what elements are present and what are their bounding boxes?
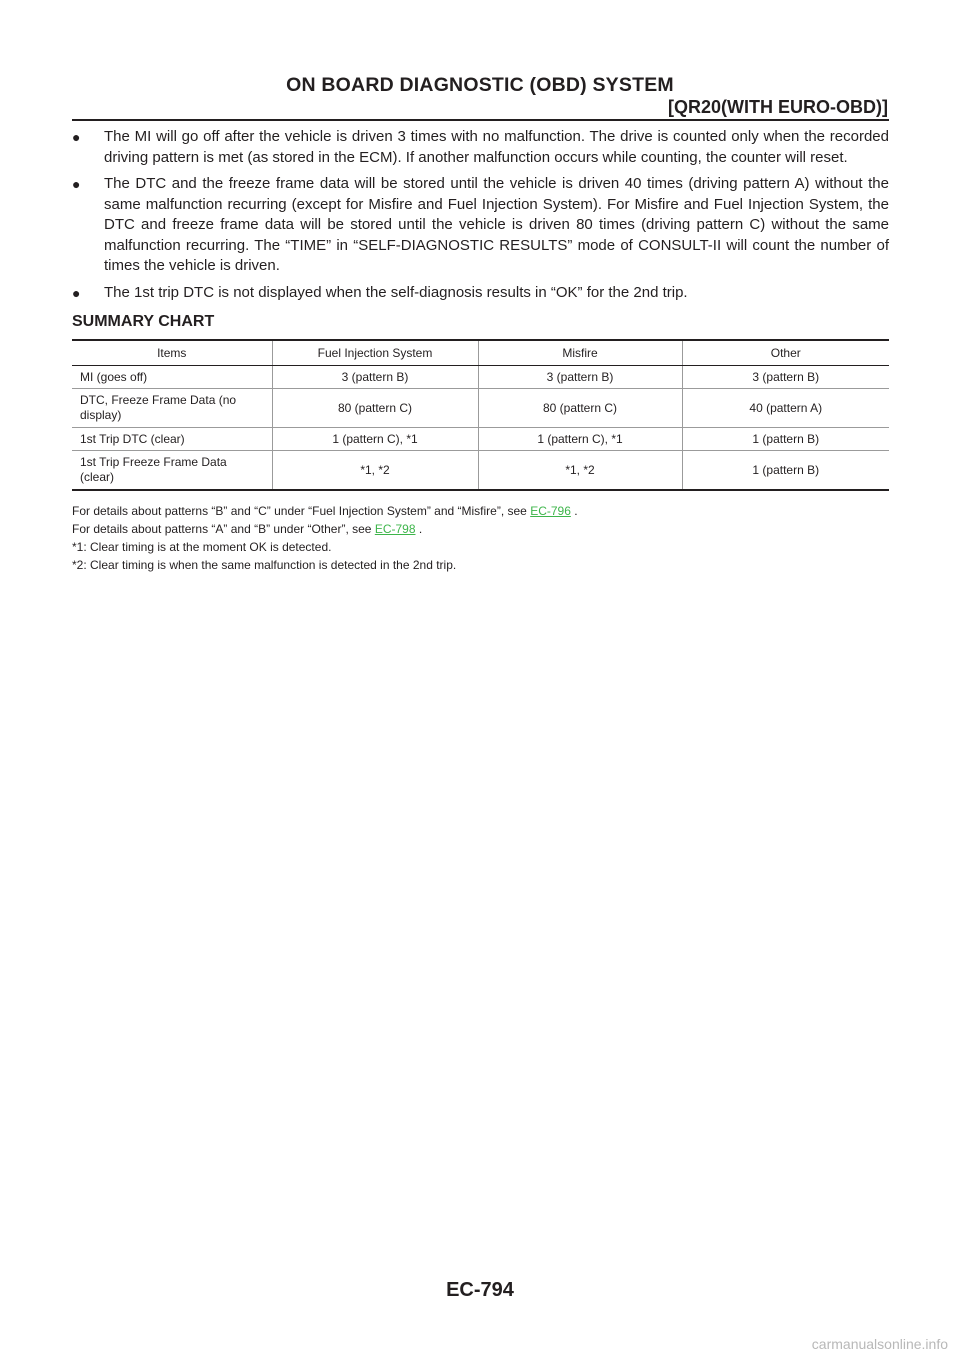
bullet-dot-icon: ● bbox=[72, 129, 81, 145]
note-patterns-ab bbox=[72, 520, 578, 538]
bullet-item bbox=[72, 127, 889, 168]
note-patterns-bc bbox=[72, 502, 578, 520]
table-cell: 1st Trip DTC (clear) bbox=[72, 428, 272, 451]
note-text: For details about patterns “A” and “B” under “Other”, see bbox=[72, 522, 375, 536]
link-ec-798[interactable]: EC-798 bbox=[374, 522, 416, 536]
note-text: For details about patterns “B” and “C” under “Fuel Injection System” and “Misfire”, see bbox=[72, 504, 531, 518]
summary-table bbox=[72, 339, 889, 491]
table-cell: 1 (pattern B) bbox=[682, 428, 889, 451]
table-cell: *1, *2 bbox=[272, 451, 478, 491]
bullet-text: The MI will go off after the vehicle is driven 3 times with no malfunction. The drive is counted only when the recorded driving pattern is met (as stored in the ECM). If another malfunction occurs while counting, the counter will reset. bbox=[104, 128, 889, 166]
table-row bbox=[72, 428, 889, 451]
bullet-text: The 1st trip DTC is not displayed when the self-diagnosis results in “OK” for the 2nd trip. bbox=[104, 283, 688, 301]
table-header-row bbox=[72, 340, 889, 366]
table-cell: 40 (pattern A) bbox=[682, 389, 889, 428]
note-footnote-1: *1: Clear timing is at the moment OK is detected. bbox=[72, 540, 332, 554]
table-cell: 1st Trip Freeze Frame Data (clear) bbox=[72, 451, 272, 491]
table-notes bbox=[72, 502, 578, 574]
bullet-dot-icon: ● bbox=[72, 176, 81, 192]
table-cell: 80 (pattern C) bbox=[478, 389, 682, 428]
header-rule bbox=[72, 119, 889, 121]
bullet-item bbox=[72, 283, 889, 304]
page-number: EC-794 bbox=[446, 1279, 514, 1301]
column-header: Misfire bbox=[478, 340, 682, 366]
table-cell: MI (goes off) bbox=[72, 366, 272, 389]
table-row bbox=[72, 366, 889, 389]
table-cell: 1 (pattern B) bbox=[682, 451, 889, 491]
table-cell: 3 (pattern B) bbox=[478, 366, 682, 389]
table-cell: 1 (pattern C), *1 bbox=[272, 428, 478, 451]
bullet-item bbox=[72, 174, 889, 277]
bullet-list bbox=[72, 127, 889, 309]
note-footnote-2: *2: Clear timing is when the same malfunction is detected in the 2nd trip. bbox=[72, 558, 457, 572]
table-cell: 1 (pattern C), *1 bbox=[478, 428, 682, 451]
link-ec-796[interactable]: EC-796 bbox=[530, 504, 571, 518]
section-title: SUMMARY CHART bbox=[72, 313, 215, 330]
table-cell: 80 (pattern C) bbox=[272, 389, 478, 428]
watermark: carmanualsonline.info bbox=[811, 1336, 948, 1352]
table-cell: DTC, Freeze Frame Data (no display) bbox=[72, 389, 272, 428]
note-text: . bbox=[570, 504, 578, 518]
page-title: ON BOARD DIAGNOSTIC (OBD) SYSTEM bbox=[286, 74, 674, 96]
bullet-dot-icon: ● bbox=[72, 284, 81, 301]
table-cell: 3 (pattern B) bbox=[682, 366, 889, 389]
bullet-text: The DTC and the freeze frame data will be stored until the vehicle is driven 40 times (driving pattern A) without the same malfunction recurring (except for Misfire and Fuel Injection System). For Misfire and Fuel Injection System, the DTC and freeze frame data will be stored until the vehicle is driven 80 times (driving pattern C) without the same malfunction recurring. The “TIME” in “SELF-DIAGNOSTIC RESULTS” mode of CONSULT-II will count the number of times the vehicle is driven. bbox=[104, 175, 889, 274]
engine-subtitle: [QR20(WITH EURO-OBD)] bbox=[668, 97, 888, 117]
table-row bbox=[72, 451, 889, 491]
table-row bbox=[72, 389, 889, 428]
column-header: Items bbox=[72, 340, 272, 366]
note-text: . bbox=[415, 522, 423, 536]
column-header: Fuel Injection System bbox=[272, 340, 478, 366]
table-cell: *1, *2 bbox=[478, 451, 682, 491]
table-cell: 3 (pattern B) bbox=[272, 366, 478, 389]
column-header: Other bbox=[682, 340, 889, 366]
